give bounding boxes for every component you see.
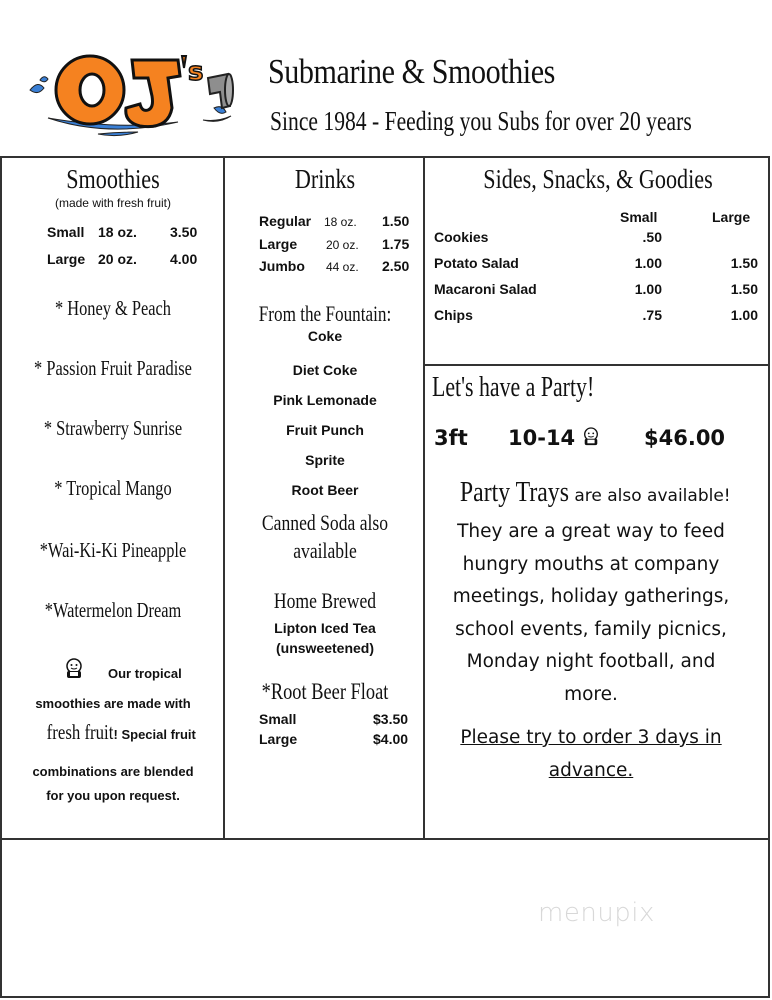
blurb-text: ! Special fruit: [113, 727, 196, 742]
blurb-line: smoothies are made with: [35, 696, 191, 711]
float-price: $3.50: [373, 711, 409, 727]
flavor-item: *Wai-Ki-Ki Pineapple: [39, 538, 187, 562]
party-section: [426, 366, 770, 838]
ojs-logo: [28, 50, 238, 140]
side-item-name: Cookies: [434, 229, 489, 245]
size-label: Large: [47, 251, 86, 267]
drink-size: Large: [259, 236, 298, 252]
drink-oz: 44 oz.: [326, 260, 359, 274]
order-note: [426, 722, 756, 787]
side-item-large: 1.50: [730, 255, 758, 271]
section-heading: Sides, Snacks, & Goodies: [483, 164, 713, 194]
smoothies-note: (made with fresh fruit): [54, 196, 172, 210]
side-item-name: Potato Salad: [434, 255, 519, 271]
blurb-line: combinations are blended: [32, 764, 194, 779]
column-header-small: Small: [620, 209, 658, 225]
party-trays-rest: are also available!: [568, 486, 731, 506]
flavor-item: * Tropical Mango: [54, 476, 172, 500]
flavor-item: * Strawberry Sunrise: [43, 416, 183, 440]
drink-oz: 18 oz.: [324, 215, 357, 229]
float-price: $4.00: [373, 731, 409, 747]
fountain-item: Diet Coke: [292, 362, 358, 378]
party-sub-length: 3ft: [434, 426, 468, 450]
smiley-icon: [64, 658, 84, 685]
smoothies-section: [2, 158, 224, 838]
blurb-line: Our tropical: [108, 666, 182, 681]
flavor-item: * Passion Fruit Paradise: [34, 356, 192, 380]
drink-oz: 20 oz.: [326, 238, 359, 252]
fountain-item: Root Beer: [291, 482, 359, 498]
order-note-line: Please try to order 3 days in: [460, 727, 722, 748]
section-heading: Drinks: [294, 164, 356, 194]
side-item-small: 1.00: [634, 281, 662, 297]
size-price: 4.00: [170, 251, 198, 267]
home-brewed-heading: Home Brewed: [273, 588, 377, 613]
party-line: school events, family picnics,: [455, 618, 727, 640]
party-trays-title: Party Trays: [459, 476, 569, 508]
size-oz: 18 oz.: [98, 224, 137, 240]
side-item-large: 1.00: [730, 307, 758, 323]
column-header-large: Large: [712, 209, 751, 225]
party-serves-count: 10-14: [508, 426, 576, 450]
party-line: meetings, holiday gatherings,: [452, 586, 730, 607]
side-item-large: 1.50: [730, 281, 758, 297]
flavor-item: * Honey & Peach: [54, 296, 172, 320]
party-heading: Let's have a Party!: [432, 372, 595, 403]
order-note-line: advance.: [548, 759, 634, 781]
party-line: Monday night football, and: [466, 651, 716, 672]
float-size: Large: [259, 731, 298, 747]
canned-soda-note: Canned Soda also: [261, 510, 389, 535]
flavor-item: *Watermelon Dream: [44, 598, 182, 622]
page-title: Submarine & Smoothies: [268, 52, 555, 91]
drinks-section: [226, 158, 424, 838]
fountain-heading: From the Fountain:: [258, 301, 392, 326]
page-subtitle: Since 1984 - Feeding you Subs for over 20 years: [270, 106, 692, 136]
watermark: menupix: [538, 898, 655, 928]
party-line: They are a great way to feed: [457, 521, 725, 542]
side-item-name: Macaroni Salad: [434, 281, 537, 297]
drink-price: 1.75: [382, 236, 410, 252]
blurb-line: [2, 720, 224, 745]
party-description: [426, 516, 756, 711]
size-label: Small: [47, 224, 85, 240]
sides-section: [426, 158, 770, 364]
drink-price: 1.50: [382, 213, 410, 229]
party-line: hungry mouths at company: [462, 553, 720, 575]
float-size: Small: [259, 711, 297, 727]
canned-soda-note: available: [293, 538, 357, 563]
side-item-small: 1.00: [634, 255, 662, 271]
tea-note: (unsweetened): [275, 640, 374, 656]
tea-item: Lipton Iced Tea: [274, 620, 376, 636]
float-heading: *Root Beer Float: [261, 679, 389, 704]
side-item-small: .50: [642, 229, 662, 245]
size-oz: 20 oz.: [98, 251, 137, 267]
svg-text:s: s: [188, 57, 204, 87]
party-trays-line: [450, 476, 731, 509]
side-item-name: Chips: [434, 307, 473, 323]
drink-price: 2.50: [382, 258, 410, 274]
fountain-item: Pink Lemonade: [273, 392, 377, 408]
person-icon: [582, 427, 600, 452]
size-price: 3.50: [170, 224, 198, 240]
drink-size: Jumbo: [259, 258, 305, 274]
fountain-item: Coke: [307, 328, 343, 344]
party-price: $46.00: [644, 426, 726, 450]
fountain-item: Fruit Punch: [286, 422, 364, 438]
blurb-line: for you upon request.: [46, 788, 180, 803]
drink-size: Regular: [259, 213, 312, 229]
fresh-fruit-text: fresh fruit: [46, 720, 114, 744]
party-line: more.: [564, 683, 618, 705]
side-item-small: .75: [642, 307, 662, 323]
party-serves: [508, 426, 600, 452]
fountain-item: Sprite: [305, 452, 345, 468]
section-heading: Smoothies: [66, 164, 160, 194]
